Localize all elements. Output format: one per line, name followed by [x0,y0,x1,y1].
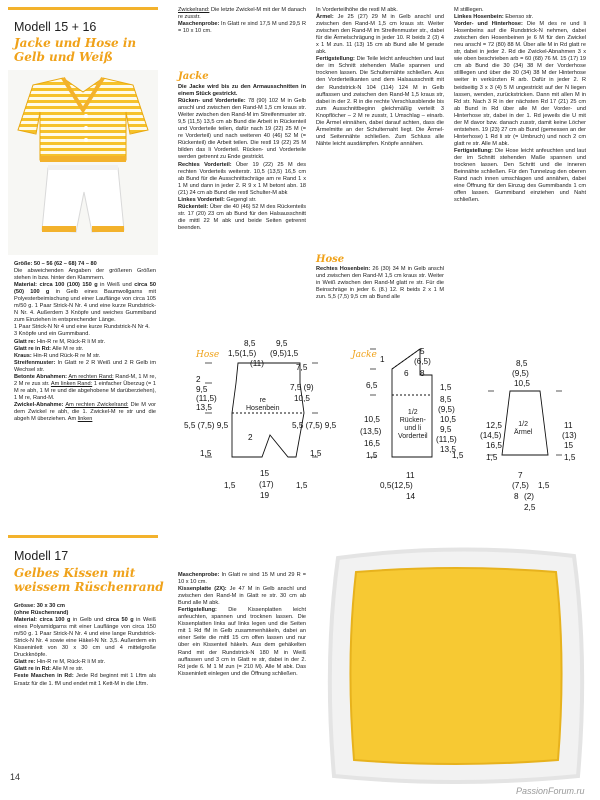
text-column-2-jacke [178,84,306,232]
diagram-label-hose: Hose [196,350,220,360]
col2b-paragraph: Linkes Vorderteil: Gegengl str. [178,196,257,203]
m17c1-paragraph: Glatt re: Hin-R re M, Rück-R li M str. [14,659,106,666]
diagram-label-jacke: Jacke [352,350,377,360]
section-accent-bar-2 [8,535,158,538]
diagram-part-jacke: 1/2 Rücken- und li Vorderteil [398,409,428,440]
m17c2-paragraph: Fertigstellung: Die Kissenplatten leicht anfeuchten, spannen und trocknen lassen. Die Kissenplatten links auf links legen und die Seiten mit 1 Rd fM in Gelb zusammenhäkeln, dabei an einer Seite die mittl 15 cm offen lassen und nur über ein Kissenteil häkeln. Aus dem gehäkelten Rand mit der Rundstrick-N 180 M in Weiß auffassen und 3 cm in Glatt re str, dabei in der 2. Rd jede 6. M 1 M zun (= 210 M). Alle M abk. Das Kisseninlett einlegen und die Öffnung schließen. [178,607,306,677]
page-number: 14 [10,772,21,782]
col1-paragraph: Betonte Abnahmen: Am rechten Rand: Rand-M, 1 M re, 2 M re zus str. Am linken Rand: 1 einfacher Überzug (= 1 M re abh, 1 M re und die abgehobene M darüberziehen), 1 M re, Rand-M. [14,373,157,401]
section-accent-bar [8,7,158,10]
model-15-subtitle-2: Gelb und Weiß [14,50,113,64]
col1-paragraph: Die abweichenden Angaben der größeren Größen stehen in bzw. hinter den Klammern. [14,268,156,282]
product-photo-jacket-pants [8,70,158,255]
text-column-3 [316,7,444,148]
col4-paragraph: M stilllegen. [454,7,484,13]
text-column-2 [178,7,306,35]
diagram-part-sleeve: 1/2 Ärmel [514,421,533,436]
product-photo-pillow [316,540,596,790]
footer-site: PassionForum.ru [516,786,585,796]
m17c1-paragraph: Feste Maschen in Rd: Jede Rd beginnt mit 1 Lftm als Ersatz für die 1. fM und endet mit 1 Kett-M in die Lftm. [14,673,156,687]
model-17-subtitle-2: weissem Rüschenrand [14,580,164,594]
m17c2-paragraph: Kissenplatte (2X): Je 47 M in Gelb anschl und zwischen den Rand-M in Glatt re str. 30 cm ab Bund alle M abk. [178,586,307,607]
m17c1-paragraph: Grösse: 30 x 30 cm [14,603,65,609]
col1-paragraph: Streifenmuster: In Glatt re 2 R Weiß und 2 R Gelb im Wechsel str. [14,359,156,373]
col1-paragraph: Glatt re in Rd: Alle M re str. [14,345,84,352]
col1-paragraph: Glatt re: Hin-R re M, Rück-R li M str. [14,338,106,345]
col4-paragraph: Vorder- und Hinterhose: Die M des re und li Hosenbeins auf die Rundstrick-N nehmen, dabei zwischen den Hosenbeinen je 6 M für den Zwickel neu anschl = 72 (80) 88 M. Über alle M in Rd glatt re str, dabei in jeder 2. Rd die Zwickel-Abnahmen 3 x wie oben beschrieben arb = 60 (68) 76 M. 15 (17) 19 cm ab Bund die 30 (34) 38 M der Vorderhose stilllegen und über die 30 (34) 38 M der Hinterhose weiter in verkürzten R arb. Dafür in jeder 2. R beidseitig 3 x 3 (4) 5 M ungestrickt auf der N liegen lassen, wenden, zurückstricken. Dann mit allen M in Rd str. Nach 3 R in der nächsten Rd 17 (21) 25 cm ab Bund in Rd über alle M der Vorder- und Hinterhose str, dabei in der 1. Rd jeweils die U mit der M davor bzw. danach zusstr, damit keine Löcher entstehen. 19 (23) 27 cm ab Bund (gemessen an der Hinterhose) 1 Rd li str (= Umbruch) und noch 2 cm glatt re str. Alle M abk. [454,21,586,147]
col3-paragraph: Fertigstellung: Die Teile leicht anfeuchten und laut der im Schnitt stehenden Maße spannen und trocknen lassen. Die Schulternähte schließen. Aus den Vorderteilkanten und dem Halsausschnitt mit der Rundstrick-N 104 (114) 124 M in Gelb auffassen und zwischen den Rand-M 1,5 kraus str, dabei in der 2. R in die rechte Verschlussblende bis zum Ausschnittbeginn gleichmäßig verteilt 3 Knopflöcher – 2 M re zusstr, 1 Umschlag – einarb. Die Ärmel einnähen, dabei darauf achten, dass die Ärmelmitte an der Schulternaht liegt. Die Ärmel- und Seitennähte schließen. Zum Schluss alle Nähte leicht ausdämpfen. Knöpfe annähen. [316,56,444,147]
col2b-paragraph: Rückenteil: Über die 40 (46) 52 M des Rückenteils str. 17 (20) 23 cm ab Bund für den Halsausschnitt die mittl 22 M abk und beide Seiten getrennt beenden. [178,203,306,231]
col3-paragraph: Ärmel: Je 25 (27) 29 M in Gelb anschl und zwischen den Rand-M 1,5 cm kraus str. Weiter zwischen den Rand-M im Streifenmuster str., dabei für die Ärmelschrägung in jeder 10. R beids 2 (3) 4 x 1 M zun. 11 (13) 15 cm ab Bund alle M gerade abk. [316,14,444,56]
model-15-subtitle-1: Jacke und Hose in [14,36,137,50]
text-model-17-column-2 [178,572,306,678]
model-17-title: Modell 17 [14,549,69,563]
col2b-paragraph: Die Jacke wird bis zu den Armausschnitten in einem Stück gestrickt. [178,84,306,98]
col1-paragraph: Material: circa 100 (100) 150 g in Weiß und circa 50 (50) 100 g in Gelb eines Baumwollgarns mit Polyesterbeimischung und einer Lauflänge von circa 105 m/50 g. 1 Paar Strick-N Nr. 4 und eine kurze Rundstrick-N Nr. 4. Außerdem 3 Knöpfe und weiches Gummiband zum Einziehen in entsprechender Länge. [14,282,157,324]
col4-paragraph: Linkes Hosenbein: Ebenso str. [454,14,534,21]
pattern-diagrams: Hose Jacke 8,5 1,5(1,5) (9,5)1,5 9,5 (11) 7,5 2 9,5 (11,5) 13,5 7,5 (9) 10,5 5,5 (7,5) 9,5 5,5 (7,5) 9,5 1,5 1,5 1,5 1,5 15 (17) 19 2 re Hosenbein 5 (6,5) 6 8 1 6,5 1,5 8,5 (9,5) 10,5 9,5 (11,5) 13,5 10,5 (13,5) 16,5 1,5 1,5 11 0,5(12,5) 14 1/2 Rücken- und li Vorderteil 8,5 (9,5) 10,5 12,5 (14,5) 16,5 11 (13) 15 1,5 1,5 7 (7,5) 1,5 8 (2) 2,5 1/2 Ärmel [184,339,577,512]
col3b-paragraph: Rechtes Hosenbein: 26 (30) 34 M in Gelb anschl und zwischen den Rand-M 1,5 cm kraus str. Weiter in Weiß zwischen den Rand-M glatt re str. Für die Beinschräge in jeder 6. (8.) 12. R beids 2 x 1 M zun. 5,5 (7,5) 9,5 cm ab Bund alle [316,266,444,301]
m17c1-paragraph: (ohne Rüschenrand) [14,610,69,617]
text-column-4 [454,7,586,204]
m17c1-paragraph: Glatt re in Rd: Alle M re str. [14,666,84,673]
model-15-title: Modell 15 + 16 [14,20,97,34]
col2-paragraph: Zwickelrand: Die letzte Zwickel-M mit der M danach re zusstr. [178,7,306,21]
m17c1-paragraph: Material: circa 100 g in Gelb und circa 50 g in Weiß eines Polyamidgarns mit einer Lauflänge von circa 150 m/50 g. 1 Paar Strick-N Nr. 4 und eine lange Rundstrick-Strick-N Nr. 4 sowie eine Häkel-N Nr. 3,5. Außerdem ein Kisseninlett von 30 x 30 cm und 4 mittelgroße Druckknöpfe. [14,617,156,659]
col1-paragraph: Zwickel-Abnahme: Am rechten Zwickelrand: Die M vor dem Zwickel re abh, die 1. Zwickel-M re str und die abgeh M überziehen. Am linken [14,401,156,423]
col1-paragraph: Größe: 50 – 56 (62 – 68) 74 – 80 [14,261,97,267]
model-17-subtitle-1: Gelbes Kissen mit [14,566,136,580]
col2-paragraph: Maschenprobe: In Glatt re sind 17,5 M und 29,5 R = 10 x 10 cm. [178,21,306,35]
text-column-3-hose [316,266,444,301]
text-model-17-column-1 [14,603,156,688]
col1-paragraph: 1 Paar Strick-N Nr 4 und eine kurze Rundstrick-N Nr 4. [14,324,150,331]
col4-paragraph: Fertigstellung: Die Hose leicht anfeuchten und laut der im Schnitt stehenden Maße spannen und trocknen lassen. Den Schritt und die inneren Beinnähte schließen. Für den Tunnelzug den oberen Rand nach innen umschlagen und annähen, dabei eine Öffnung für den Einzug des Gummibands 1 cm offen lassen. Gummiband einziehen und Naht schließen. [454,147,586,204]
col2b-paragraph: Rechtes Vorderteil: Über 19 (22) 25 M des rechten Vorderteils weiterstr. 10,5 (13,5) 16,5 cm ab Bund für die Ausschnittschräge am re Rand 1 x 1 M und dann in jeder 2. R 9 x 1 M betont abn. 18 (21) 24 cm ab Bund die restl Schulter-M abk [178,161,306,196]
col2b-paragraph: Rücken- und Vorderteile: 78 (90) 102 M in Gelb anschl und zwischen den Rand-M 1,5 cm kraus str. Weiter zwischen den Rand-M im Streifenmuster str. 9,5 (11,5) 13,5 cm ab Bund die Arbeit in Rückenteil und Vorderteile teilen, dafür nach 19 (22) 25 M (= re Vorderteil) und nach weiteren 40 (46) 52 M (= Rückenteil) die Arbeit teilen. Die restl 19 (22) 25 M bilden das li Vorderteil. Rücken- und Vorderteile werden getrennt zu Ende gestrickt. [178,98,306,161]
section-heading-jacke: Jacke [178,71,209,82]
col1-paragraph: Kraus: Hin-R und Rück-R re M str. [14,352,101,359]
section-heading-hose: Hose [316,254,345,265]
col1-paragraph: 3 Knöpfe und ein Gummiband. [14,331,90,338]
m17c2-paragraph: Maschenprobe: In Glatt re sind 15 M und 29 R = 10 x 10 cm. [178,572,306,586]
col3-paragraph: In Vorderteilhöhe die restl M abk. [316,7,398,13]
diagram-part-hose: re Hosenbein [246,397,280,412]
